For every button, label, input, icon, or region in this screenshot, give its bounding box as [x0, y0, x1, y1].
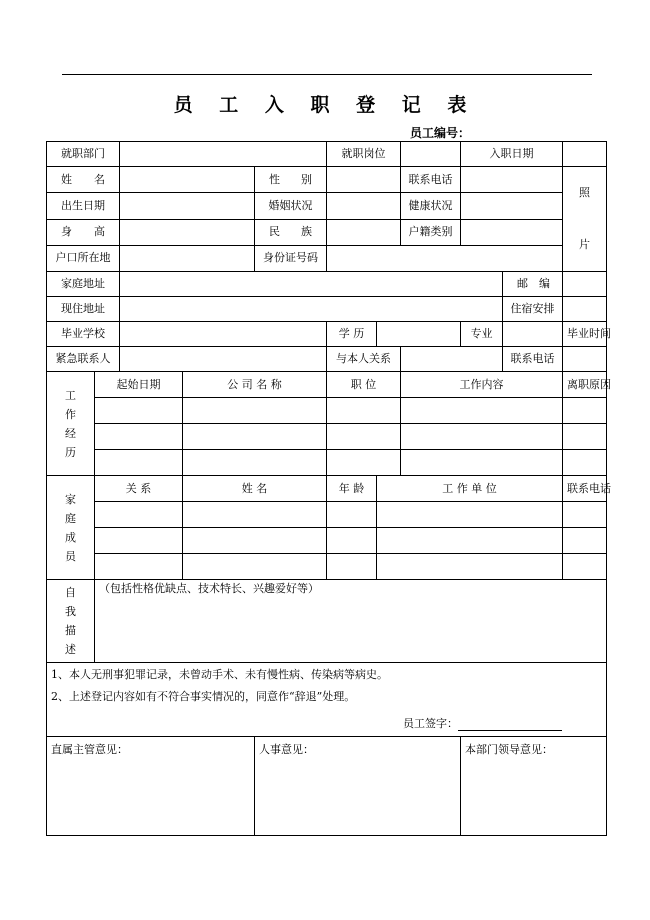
work-row	[47, 398, 607, 424]
family-cell-name[interactable]	[183, 554, 327, 580]
work-cell-duties[interactable]	[401, 450, 563, 476]
self-description-field[interactable]	[95, 580, 607, 663]
photo-area[interactable]	[563, 167, 607, 272]
work-col-leave-reason: 离职原因	[563, 372, 607, 398]
family-cell-relation[interactable]	[95, 554, 183, 580]
signature-field[interactable]	[458, 718, 562, 731]
work-cell-start-date[interactable]	[95, 424, 183, 450]
declaration-line-2: 2、上述登记内容如有不符合事实情况的，同意作“辞退”处理。	[51, 690, 356, 703]
form-title: 员 工 入 职 登 记 表	[173, 94, 477, 116]
self-description-char: 描	[65, 624, 76, 637]
hr-opinion-field[interactable]	[255, 737, 461, 836]
work-history-section	[47, 372, 95, 476]
work-history-char: 历	[65, 445, 76, 459]
field-health[interactable]	[461, 193, 563, 219]
label-postcode: 邮 编	[503, 272, 563, 297]
signature-label: 员工签字：	[403, 717, 458, 730]
signature-row	[51, 707, 602, 731]
field-emergency-phone[interactable]	[563, 347, 607, 372]
family-cell-phone[interactable]	[563, 554, 607, 580]
work-history-char: 工	[65, 388, 76, 402]
family-col-phone: 联系电话	[563, 476, 607, 502]
photo-label-top: 照	[579, 186, 590, 199]
work-cell-leave-reason[interactable]	[563, 398, 607, 424]
label-entry-date: 入职日期	[461, 142, 563, 167]
work-cell-company[interactable]	[183, 398, 327, 424]
field-birth-date[interactable]	[120, 193, 255, 219]
supervisor-opinion-field[interactable]	[47, 737, 255, 836]
field-entry-date[interactable]	[563, 142, 607, 167]
self-description-char: 自	[65, 586, 76, 599]
label-home-address: 家庭地址	[47, 272, 120, 297]
family-char: 员	[65, 549, 76, 563]
label-current-address: 现住地址	[47, 297, 120, 322]
employee-number	[410, 124, 530, 141]
family-cell-phone[interactable]	[563, 502, 607, 528]
field-household-type[interactable]	[461, 219, 563, 245]
field-education[interactable]	[377, 322, 461, 347]
work-cell-leave-reason[interactable]	[563, 424, 607, 450]
field-current-address[interactable]	[120, 297, 503, 322]
family-cell-phone[interactable]	[563, 528, 607, 554]
photo-label-bottom: 片	[579, 238, 590, 251]
family-row	[47, 554, 607, 580]
family-cell-age[interactable]	[327, 502, 377, 528]
work-cell-start-date[interactable]	[95, 398, 183, 424]
work-row	[47, 450, 607, 476]
dept-leader-opinion-field[interactable]	[461, 737, 607, 836]
family-row	[47, 502, 607, 528]
work-col-position: 职 位	[327, 372, 401, 398]
work-cell-duties[interactable]	[401, 424, 563, 450]
label-birth-date: 出生日期	[47, 193, 120, 219]
field-height[interactable]	[120, 219, 255, 245]
field-position[interactable]	[401, 142, 461, 167]
work-cell-company[interactable]	[183, 424, 327, 450]
field-ethnicity[interactable]	[327, 219, 401, 245]
family-cell-age[interactable]	[327, 554, 377, 580]
label-household-type: 户籍类别	[401, 219, 461, 245]
work-col-start-date: 起始日期	[95, 372, 183, 398]
field-gender[interactable]	[327, 167, 401, 193]
self-description-char: 我	[65, 605, 76, 618]
work-history-char: 作	[65, 407, 76, 421]
work-cell-company[interactable]	[183, 450, 327, 476]
work-cell-position[interactable]	[327, 450, 401, 476]
label-marital-status: 婚姻状况	[255, 193, 327, 219]
family-section	[47, 476, 95, 580]
label-education: 学 历	[327, 322, 377, 347]
field-department[interactable]	[120, 142, 327, 167]
label-relationship: 与本人关系	[327, 347, 401, 372]
work-cell-duties[interactable]	[401, 398, 563, 424]
family-char: 家	[65, 492, 76, 506]
work-col-company: 公 司 名 称	[183, 372, 327, 398]
self-description-hint: （包括性格优缺点、技术特长、兴趣爱好等）	[99, 582, 319, 595]
family-cell-name[interactable]	[183, 528, 327, 554]
family-cell-relation[interactable]	[95, 528, 183, 554]
label-accommodation: 住宿安排	[503, 297, 563, 322]
label-school: 毕业学校	[47, 322, 120, 347]
field-school[interactable]	[120, 322, 327, 347]
work-cell-position[interactable]	[327, 398, 401, 424]
label-department: 就职部门	[47, 142, 120, 167]
label-phone: 联系电话	[401, 167, 461, 193]
family-char: 成	[65, 530, 76, 544]
work-history-char: 经	[65, 426, 76, 440]
field-name[interactable]	[120, 167, 255, 193]
field-accommodation[interactable]	[563, 297, 607, 322]
label-emergency-contact: 紧急联系人	[47, 347, 120, 372]
label-height: 身 高	[47, 219, 120, 245]
family-char: 庭	[65, 511, 76, 525]
field-marital-status[interactable]	[327, 193, 401, 219]
dept-leader-opinion-label: 本部门领导意见：	[465, 743, 553, 756]
family-cell-employer[interactable]	[377, 528, 563, 554]
family-cell-employer[interactable]	[377, 502, 563, 528]
work-row	[47, 424, 607, 450]
field-phone[interactable]	[461, 167, 563, 193]
supervisor-opinion-label: 直属主管意见：	[51, 743, 128, 756]
family-cell-name[interactable]	[183, 502, 327, 528]
label-position: 就职岗位	[327, 142, 401, 167]
field-major[interactable]	[503, 322, 563, 347]
top-rule	[62, 74, 592, 75]
employee-number-label: 员工编号：	[410, 126, 471, 140]
family-cell-relation[interactable]	[95, 502, 183, 528]
registration-table	[46, 141, 611, 836]
work-cell-start-date[interactable]	[95, 450, 183, 476]
family-row	[47, 528, 607, 554]
label-id-number: 身份证号码	[255, 245, 327, 271]
self-description-section	[47, 580, 95, 663]
self-description-char: 述	[65, 643, 76, 656]
registration-form	[46, 141, 611, 836]
family-col-employer: 工 作 单 位	[377, 476, 563, 502]
label-name: 姓 名	[47, 167, 120, 193]
label-health: 健康状况	[401, 193, 461, 219]
family-col-name: 姓 名	[183, 476, 327, 502]
family-col-age: 年 龄	[327, 476, 377, 502]
hr-opinion-label: 人事意见：	[259, 743, 314, 756]
field-id-number[interactable]	[327, 245, 563, 271]
work-cell-position[interactable]	[327, 424, 401, 450]
label-household-location: 户口所在地	[47, 245, 120, 271]
declaration-block	[47, 663, 607, 737]
family-col-relation: 关 系	[95, 476, 183, 502]
field-relationship[interactable]	[401, 347, 503, 372]
label-emergency-phone: 联系电话	[503, 347, 563, 372]
work-cell-leave-reason[interactable]	[563, 450, 607, 476]
field-postcode[interactable]	[563, 272, 607, 297]
label-ethnicity: 民 族	[255, 219, 327, 245]
label-major: 专业	[461, 322, 503, 347]
label-graduation-time: 毕业时间	[563, 322, 607, 347]
field-home-address[interactable]	[120, 272, 503, 297]
family-cell-age[interactable]	[327, 528, 377, 554]
field-emergency-contact[interactable]	[120, 347, 327, 372]
family-cell-employer[interactable]	[377, 554, 563, 580]
work-col-duties: 工作内容	[401, 372, 563, 398]
declaration-line-1: 1、本人无刑事犯罪记录，未曾动手术、未有慢性病、传染病等病史。	[51, 668, 388, 681]
field-household-location[interactable]	[120, 245, 255, 271]
label-gender: 性 别	[255, 167, 327, 193]
